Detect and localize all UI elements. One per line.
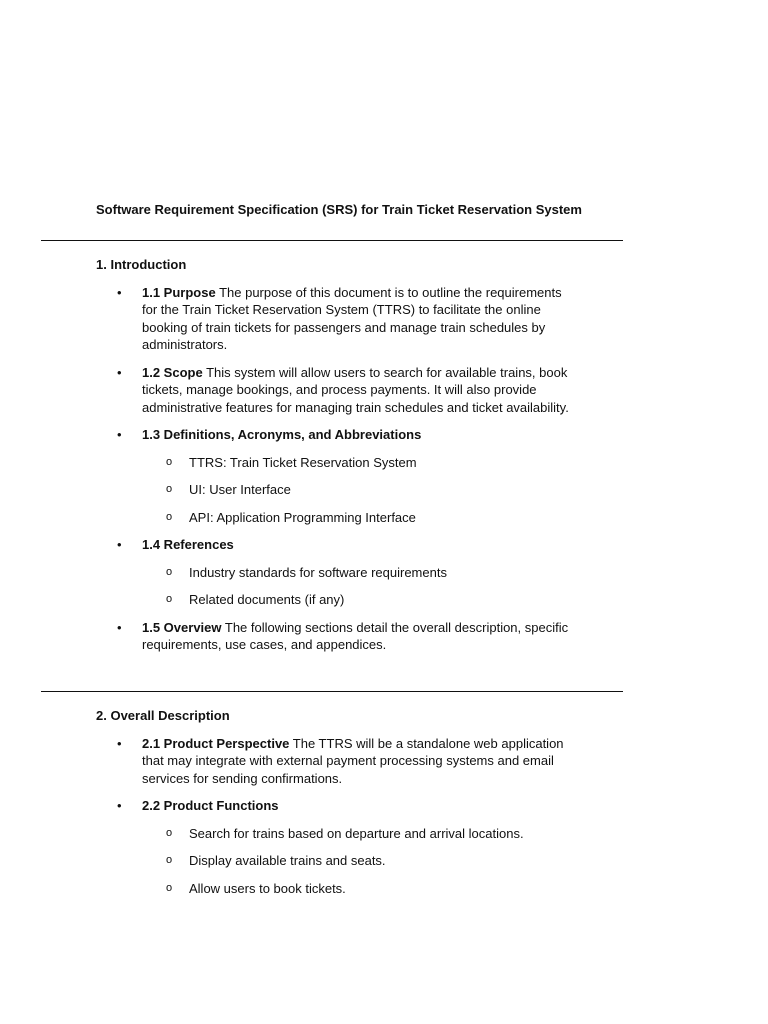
sub-list <box>142 564 576 609</box>
list-item-references <box>96 536 576 609</box>
sub-list-item: o Industry standards for software requirements <box>142 564 576 582</box>
bullet-list <box>96 735 576 898</box>
sub-list-item: o UI: User Interface <box>142 481 576 499</box>
section-heading: 1. Introduction <box>96 257 187 272</box>
sub-list <box>142 825 576 898</box>
section-overall-description <box>96 707 576 907</box>
item-text: This system will allow users to search for available trains, book tickets, manage bookings, and process payments. It will also provide administrative features for managing train schedules and ticket availability. <box>142 364 569 415</box>
item-text: The following sections detail the overall description, specific requirements, use cases, and appendices. <box>142 619 569 652</box>
item-text: The TTRS will be a standalone web application that may integrate with external payment processing systems and email services for sending confirmations. <box>142 735 564 786</box>
list-item-scope <box>96 364 576 417</box>
section-introduction <box>96 256 576 664</box>
sub-list-item: o Related documents (if any) <box>142 591 576 609</box>
item-label: 1.4 References <box>142 537 234 552</box>
horizontal-divider <box>41 691 623 692</box>
sub-list-item: o Display available trains and seats. <box>142 852 576 870</box>
sub-list-item: o API: Application Programming Interface <box>142 509 576 527</box>
item-label: 2.1 Product Perspective <box>142 735 290 751</box>
list-item-product-perspective <box>96 735 576 788</box>
list-item-purpose <box>96 284 576 354</box>
item-label: 1.2 Scope <box>142 364 203 380</box>
item-label: 2.2 Product Functions <box>142 798 279 813</box>
item-label: 1.1 Purpose <box>142 284 216 300</box>
item-label: 1.3 Definitions, Acronyms, and Abbreviations <box>142 427 422 442</box>
horizontal-divider <box>41 240 623 241</box>
sub-list-item: o TTRS: Train Ticket Reservation System <box>142 454 576 472</box>
document-title: Software Requirement Specification (SRS) for Train Ticket Reservation System <box>96 202 582 217</box>
sub-list <box>142 454 576 527</box>
bullet-list <box>96 284 576 654</box>
section-heading: 2. Overall Description <box>96 708 230 723</box>
item-label: 1.5 Overview <box>142 619 222 635</box>
list-item-definitions <box>96 426 576 526</box>
sub-list-item: o Search for trains based on departure and arrival locations. <box>142 825 576 843</box>
item-text: The purpose of this document is to outline the requirements for the Train Ticket Reservation System (TTRS) to facilitate the online booking of train tickets for passengers and manage train schedules by administrators. <box>142 284 562 352</box>
list-item-product-functions <box>96 797 576 897</box>
sub-list-item: o Allow users to book tickets. <box>142 880 576 898</box>
list-item-overview <box>96 619 576 654</box>
